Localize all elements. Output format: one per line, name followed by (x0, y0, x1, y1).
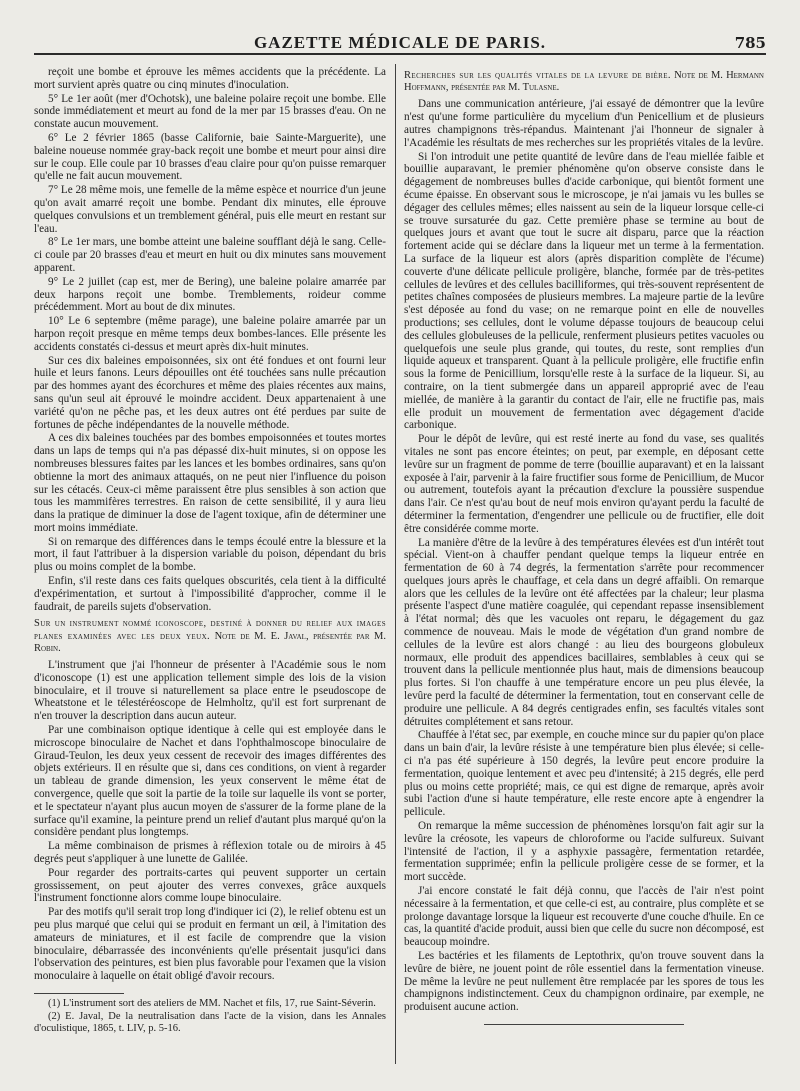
paragraph: 5° Le 1er août (mer d'Ochotsk), une baleine polaire reçoit une bombe. Elle sonde immédiatement et meurt au fond de la mer par 15 brasses d'eau. On ne constate aucun mouvement. (34, 92, 386, 131)
paragraph: Si l'on introduit une petite quantité de levûre dans de l'eau miellée faible et bouillie auparavant, le premier phénomène qu'on observe consiste dans le dégagement de nombreuses bulles d'acide carbonique, qui bientôt forment une écume épaisse. En observant sous le microscope, je n'ai jamais vu les bulles se dégager des cellules mêmes; elles naissent au sein de la liqueur lorsque celle-ci se trouve sursaturée du gaz. Cette première phase se termine au bout de quelques jours et avant que tout le sucre ait disparu, parce que la réaction fortement acide qui se déclare dans la liqueur met un terme à la fermentation. La surface de la liqueur est alors (après disparition complète de l'écume) couverte d'une délicate pellicule proligère, blanche, formée par de très-petites cellules de levûres et des cellules bacilliformes, qui très-souvent représentent de petites chaînes composées de plusieurs membres. La majeure partie de la levûre s'est déposée au fond du vase; on ne remarque point en elle de nouvelles productions; ses cellules, dont le volume dépasse toujours de beaucoup celui des cellules globuleuses de la pellicule, renferment plusieurs petites vacuoles ou quelquefois une seule plus grande, qui toutes, du reste, sont remplies d'un liquide aqueux et transparent. Quant à la pellicule proligère, elle fructifie enfin sous la forme de Penicillium, lorsqu'elle reste à la surface de la liqueur. Si, au contraire, on la tient submergée dans un appareil approprié avec de l'eau miellée, de manière à la garantir du contact de l'air, elle ne fructifie pas, mais elle produit un mouvement de fermentation avec dégagement d'acide carbonique. (404, 150, 764, 432)
paragraph: A ces dix baleines touchées par des bombes empoisonnées et toutes mortes dans un laps de temps qui n'a pas dépassé dix-huit minutes, si on oppose les nombreuses blessures faites par les lances et les bombes ordinaires, sans qu'on obtienne la mort des animaux attaqués, on ne peut nier l'influence du poison sur les cétacés. Ceux-ci même paraissent être plus sensibles à son action que tous les mammifères terrestres. En raison de cette sensibilité, il y aura lieu dans la pratique de diminuer la dose de l'agent toxique, afin de déterminer une mort moins immédiate. (34, 432, 386, 534)
paragraph: Par des motifs qu'il serait trop long d'indiquer ici (2), le relief obtenu est un peu plus marqué que celui qui se produit en fermant un œil, à l'imitation des amateurs de miniatures, et il est facile de comprendre que la vision binoculaire, débarrassée des inconvénients qu'elle présentait jusqu'ici dans l'observation des peintures, est bien plus favorable pour l'examen que la vision monoculaire à laquelle on était obligé d'avoir recours. (34, 906, 386, 983)
article-title: Recherches sur les qualités vitales de la levure de bière. (404, 70, 671, 81)
paragraph: Enfin, s'il reste dans ces faits quelques obscurités, cela tient à la difficulté d'expérimentation, et surtout à l'impossibilité d'approcher, comme il le faudrait, de pareils sujets d'observation. (34, 575, 386, 613)
article-heading (34, 618, 386, 655)
paragraph: Chauffée à l'état sec, par exemple, en couche mince sur du papier qu'on place dans un bain d'air, la levûre résiste à une température bien plus élevée; si celle-ci n'a pas été supérieure à 150 degrés, la levûre peut encore produire la fermentation, quoique lentement et avec peu d'intensité; à 215 degrés, elle perd plus ou moins cette propriété; mais, ce qui est digne de remarque, après avoir subi l'action d'une si haute température, elle reste encore apte à engendrer la pellicule. (404, 729, 764, 819)
footnote-rule (34, 993, 124, 994)
paragraph: 6° Le 2 février 1865 (basse Californie, baie Sainte-Marguerite), une baleine noueuse nommée gray-back reçoit une bombe et meurt pour ainsi dire sur le coup. Elle coule par 10 brasses d'eau claire pour qu'on puisse remarquer qu'elle ne fait aucun mouvement. (34, 131, 386, 183)
left-column (34, 66, 386, 1071)
paragraph: Les bactéries et les filaments de Leptothrix, qu'on trouve souvent dans la levûre de bière, ne jouent point de rôle essentiel dans la fermentation vineuse. De même la levûre ne peut nullement être remplacée par les spores de tous les champignons indistinctement. Ceux du champignon ordinaire, par exemple, ne produisent aucune action. (404, 950, 764, 1014)
paragraph: 9° Le 2 juillet (cap est, mer de Bering), une baleine polaire amarrée par deux harpons reçoit une bombe. Tremblements, roideur comme précédemment. Mort au bout de dix minutes. (34, 275, 386, 314)
journal-title: GAZETTE MÉDICALE DE PARIS. (253, 33, 547, 52)
article-heading (404, 70, 764, 94)
paragraph: Pour le dépôt de levûre, qui est resté inerte au fond du vase, ses qualités vitales ne sont pas encore éteintes; on peut, par exemple, en déposant cette levûre sur un fragment de pomme de terre (bouillie auparavant) et en la laissant exposée à l'air, parvenir à la faire fructifier sous forme de Penicillium, de Mucor ou autrement, toutefois ayant la précaution d'exclure la poussière suspendue dans l'air. Ce n'est qu'au bout de neuf mois environ qu'ayant perdu la faculté de déterminer la fermentation, d'engendrer une pellicule ou de fructifier, elle doit être considérée comme morte. (404, 433, 764, 535)
end-rule (484, 1024, 684, 1025)
paragraph: 10° Le 6 septembre (même parage), une baleine polaire amarrée par un harpon reçoit presque en même temps deux bombes-lances. Elle présente les accidents constatés ci-dessus et meurt après dix-huit minutes. (34, 315, 386, 353)
paragraph: On remarque la même succession de phénomènes lorsqu'on fait agir sur la levûre la créosote, les vapeurs de chloroforme ou l'acide sulfureux. Suivant l'intensité de l'action, il y a asphyxie passagère, fermentation retardée, fermentation supprimée; enfin la pellicule proligère cesse de se former, et la mort succède. (404, 820, 764, 884)
paragraph: Dans une communication antérieure, j'ai essayé de démontrer que la levûre n'est qu'une forme particulière du mycelium d'un Penicellium et de plusieurs autres champignons très-répandus. Maintenant j'ai l'honneur de signaler à l'Académie les résultats de mes recherches sur les propriétés vitales de la levûre. (404, 98, 764, 149)
running-header (34, 33, 766, 55)
paragraph: Sur ces dix baleines empoisonnées, six ont été fondues et ont fourni leur huile et leurs fanons. Leurs dépouilles ont été touchées sans nulle précaution par des hommes ayant des écorchures et même des plaies récentes aux mains, sans qu'un seul ait éprouvé le moindre accident. Deux appartenaient à une variété qu'on ne pêche pas, et les deux autres ont été perdues par suite de fortunes de pêche indépendantes de la nouvelle méthode. (34, 354, 386, 431)
page-number: 785 (734, 34, 766, 52)
paragraph: Si on remarque des différences dans le temps écoulé entre la blessure et la mort, il faut l'attribuer à la dispersion variable du poison, dépendant du bris plus ou moins complet de la bombe. (34, 535, 386, 574)
paragraph: L'instrument que j'ai l'honneur de présenter à l'Académie sous le nom d'iconoscope (1) est une application tellement simple des lois de la vision binoculaire, et il trouve si naturellement sa place entre le pseudoscope de Wheatstone et le télestéréoscope de Helmholtz, qu'il est fort surprenant de n'en trouver la description dans aucun auteur. (34, 659, 386, 723)
right-column (404, 66, 764, 1071)
article-title: Sur un instrument nommé iconoscope, destiné à donner du relief aux images planes examinées avec les deux yeux. (34, 618, 386, 642)
paragraph: reçoit une bombe et éprouve les mêmes accidents que la précédente. La mort survient après quatre ou cinq minutes d'inoculation. (34, 66, 386, 91)
paragraph: Pour regarder des portraits-cartes qui peuvent supporter un certain grossissement, on peut ajouter des verres convexes, grâce auxquels l'instrument fonctionne alors comme loupe binoculaire. (34, 866, 386, 905)
paragraph: La même combinaison de prismes à réflexion totale ou de miroirs à 45 degrés peut s'appliquer à une lunette de Galilée. (34, 840, 386, 866)
footnote: (2) E. Javal, De la neutralisation dans l'acte de la vision, dans les Annales d'oculistique, 1865, t. LIV, p. 5-16. (34, 1011, 386, 1034)
paragraph: 8° Le 1er mars, une bombe atteint une baleine soufflant déjà le sang. Celle-ci coule par 20 brasses d'eau et meurt en huit ou dix minutes sans mouvement apparent. (34, 236, 386, 274)
footnote: (1) L'instrument sort des ateliers de MM. Nachet et fils, 17, rue Saint-Séverin. (48, 998, 376, 1009)
article-byline: Note de M. Hermann Hoffmann, présentée par M. Tulasne. (404, 70, 764, 94)
column-divider (395, 64, 396, 1064)
paragraph: J'ai encore constaté le fait déjà connu, que l'accès de l'air n'est point nécessaire à la fermentation, et que celle-ci est, au contraire, plus complète et se prolonge davantage lorsque la liqueur est recouverte d'une couche d'huile. En ce cas, la quantité d'acide produit, aussi bien que celle du sucre non décomposé, est beaucoup moindre. (404, 885, 764, 949)
article-byline: Note de M. E. Javal, présentée par M. Robin. (34, 630, 386, 654)
paragraph: Par une combinaison optique identique à celle qui est employée dans le microscope binoculaire de Nachet et dans l'ophthalmoscope binoculaire de Giraud-Teulon, les deux yeux cessent de recevoir des images différentes des objets extérieurs. Il en résulte que si, dans ces conditions, on vient à regarder un tableau de grande dimension, les yeux conservent le même état de convergence, quelle que soit la partie de la toile sur laquelle ils vont se porter, et le spectateur n'ayant plus aucun moyen de s'assurer de la forme plane de la surface qu'il examine, la peinture prend un relief d'autant plus marqué qu'on la considère pendant plus longtemps. (34, 724, 386, 839)
paragraph: La manière d'être de la levûre à des températures élevées est d'un intérêt tout spécial. Vient-on à chauffer pendant quelque temps la liqueur entrée en fermentation de 60 à 74 degrés, la fermentation s'arrête pour recommencer quelques jours après le chauffage, et cela dans un degré affaibli. On remarque alors que les cellules de la levûre ont été affectées par la chaleur; leur plasma présente l'aspect d'une matière coagulée, qui cependant repasse insensiblement à l'état normal; dès que les vacuoles ont reparu, le dégagement du gaz commence de nouveau. Mais le mode de végétation d'un grand nombre de cellules de la levûre est alors changé : au lieu des bourgeons globuleux normaux, elle produit des appendices bacillaires, semblables à ceux qui se trouvent dans la pellicule mentionnée plus haut, mais de dimensions beaucoup plus fortes. Si l'on chauffe à une température encore un peu plus élevée, la levûre perd la faculté de déterminer la fermentation, tout en conservant celle de produire une pellicule. A 84 degrés centigrades enfin, ses facultés vitales sont détruites complétement et sans retour. (404, 536, 764, 728)
paragraph: 7° Le 28 même mois, une femelle de la même espèce et nourrice d'un jeune qu'on avait amarré reçoit une bombe. Pendant dix minutes, elle éprouve quelques convulsions et un tremblement général, puis elle meurt en restant sur l'eau. (34, 184, 386, 235)
